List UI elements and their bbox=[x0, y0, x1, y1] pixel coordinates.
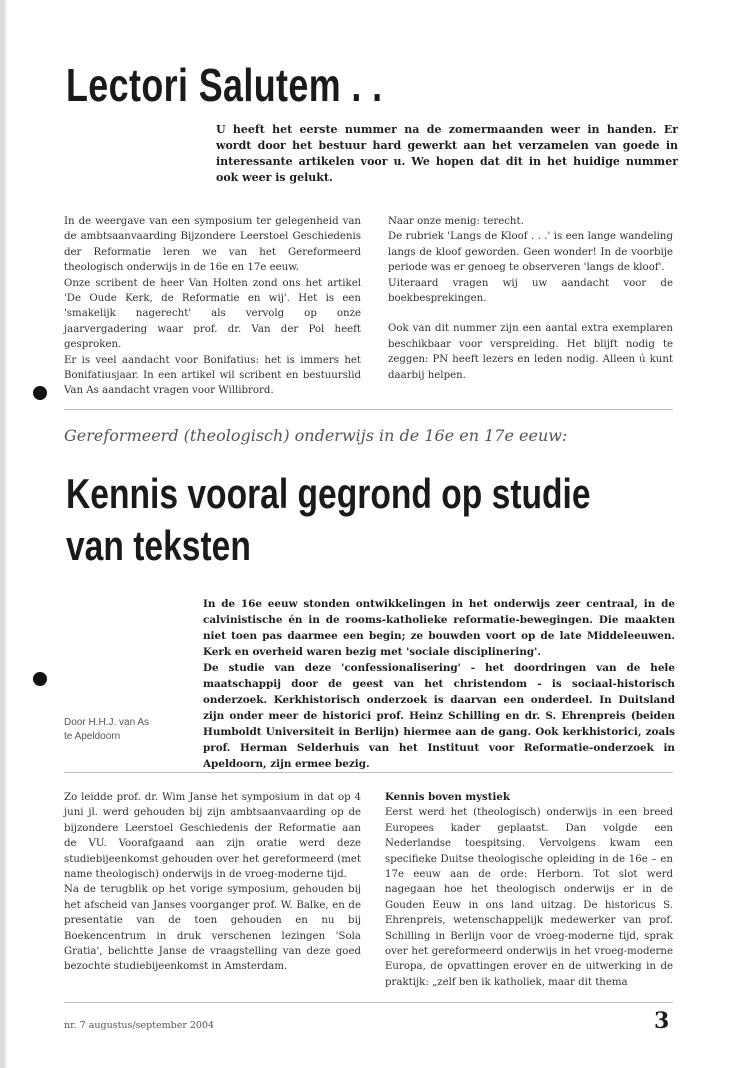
body-paragraph: Na de terugblik op het vorige symposium, gehouden bij het afscheid van Janses voorganger prof. W. Balke, en de presentatie van de toen gehouden en nu bij Boekencentrum in druk verschenen lezingen 'Sola Gratia', belichtte Janse de vraagstelling van deze goed bezochte studiebijeenkomst in Amsterdam. bbox=[64, 884, 361, 973]
lead-paragraph: In de 16e eeuw stonden ontwikkelingen in het onderwijs zeer centraal, in de calvinistische én in de rooms-katholieke reformatie-bewegingen. Die maakten niet toen pas daarmee een begin; ze bouwden voort op de late Middeleeuwen. Kerk en overheid waren bezig met 'sociale disciplinering'. bbox=[203, 598, 675, 658]
page-title: Lectori Salutem . . bbox=[66, 59, 383, 111]
byline-author: Door H.H.J. van As bbox=[64, 717, 150, 728]
article-title-line: Kennis vooral gegrond op studie bbox=[66, 470, 591, 517]
section-heading: Kennis boven mystiek bbox=[385, 791, 510, 803]
article-kicker: Gereformeerd (theologisch) onderwijs in de 16e en 17e eeuw: bbox=[64, 426, 568, 445]
editorial-paragraph: De rubriek 'Langs de Kloof . . .' is een lange wandeling langs de kloof geworden. Geen wonder! In de voorbije periode was er genoeg te observeren 'langs de kloof'. bbox=[388, 231, 673, 274]
article-title-line: van teksten bbox=[66, 522, 251, 569]
section-divider bbox=[64, 409, 673, 410]
article-left-column bbox=[64, 790, 361, 975]
editorial-paragraph: Uiteraard vragen wij uw aandacht voor de boekbesprekingen. bbox=[388, 277, 673, 305]
issue-info: nr. 7 augustus/september 2004 bbox=[64, 1020, 215, 1031]
lead-paragraph: De studie van deze 'confessionalisering' - het doordringen van de hele maatschappij door de geest van het christendom - is sociaal-historisch onderzoek. Kerkhistorisch onderzoek is daarvan een onderdeel. In Duitsland zijn onder meer de historici prof. Heinz Schilling en dr. S. Ehrenpreis (beiden Humboldt Universiteit in Berlijn) hiermee aan de gang. Ook kerkhistorici, zoals prof. Herman Selderhuis van het Instituut voor Reformatie-onderzoek in Apeldoorn, zijn ermee bezig. bbox=[203, 662, 675, 770]
section-divider bbox=[64, 772, 673, 773]
paragraph-gap bbox=[388, 306, 673, 321]
intro-paragraph: U heeft het eerste nummer na de zomermaanden weer in handen. Er wordt door het bestuur hard gewerkt aan het verzamelen van goede in interessante artikelen voor u. We hopen dat dit in het huidige nummer ook weer is gelukt. bbox=[216, 123, 678, 184]
body-paragraph: Zo leidde prof. dr. Wim Janse het symposium in dat op 4 juni jl. werd gehouden bij zijn ambtsaanvaarding op de bijzondere Leerstoel Geschiedenis der Reformatie aan de VU. Voorafgaand aan zijn oratie werd deze studiebijeenkomst gehouden over het gereformeerd (met name theologisch) onderwijs in de vroeg-moderne tijd. bbox=[64, 792, 361, 881]
editorial-paragraph: Ook van dit nummer zijn een aantal extra exemplaren beschikbaar voor verspreiding. Het blijft nodig te zeggen: PN heeft lezers en leden nodig. Alleen ú kunt daarbij helpen. bbox=[388, 323, 673, 381]
bullet-dot bbox=[33, 386, 47, 400]
article-title bbox=[66, 468, 591, 572]
byline-location: te Apeldoorn bbox=[64, 731, 121, 742]
editorial-paragraph: Er is veel aandacht voor Bonifatius: het is immers het Bonifatiusjaar. In een artikel wil scribent en bestuurslid Van As aandacht vragen voor Willibrord. bbox=[64, 354, 361, 397]
bullet-dot bbox=[33, 672, 47, 686]
body-paragraph: Eerst werd het (theologisch) onderwijs in een breed Europees kader geplaatst. Dan volgde een Nederlandse toespitsing. Vervolgens kwam een specifieke Duitse theologische opleiding in de 16e – en 17e eeuw aan de orde: Herborn. Tot slot werd nagegaan hoe het theologisch onderwijs er in de Gouden Eeuw in ons land uitzag. De historicus S. Ehrenpreis, wetenschappelijk medewerker van prof. Schilling in Berlijn voor de vroeg-moderne tijd, sprak over het gereformeerd onderwijs in het vroeg-moderne Europa, de opvattingen erover en de uitwerking in de praktijk: „zelf ben ik katholiek, maar dit thema bbox=[385, 807, 673, 988]
editorial-left-column bbox=[64, 214, 361, 399]
page-number: 3 bbox=[654, 1008, 670, 1034]
page-edge-highlight bbox=[5, 0, 7, 1068]
editorial-paragraph: Naar onze menig: terecht. bbox=[388, 216, 524, 227]
editorial-right-column bbox=[388, 214, 673, 383]
editorial-paragraph: In de weergave van een symposium ter gelegenheid van de ambtsaanvaarding Bijzondere Leerstoel Geschiedenis der Reformatie leren we van het Gereformeerd theologisch onderwijs in de 16e en 17e eeuw. bbox=[64, 216, 361, 274]
byline bbox=[64, 716, 149, 744]
article-right-column bbox=[385, 790, 673, 990]
article-lead bbox=[203, 596, 675, 772]
editorial-paragraph: Onze scribent de heer Van Holten zond ons het artikel 'De Oude Kerk, de Reformatie en wij'. Het is een 'smakelijk nagerecht' als vervolg op onze jaarvergadering waar prof. dr. Van der Pol heeft gesproken. bbox=[64, 277, 361, 351]
footer-divider bbox=[64, 1002, 673, 1003]
